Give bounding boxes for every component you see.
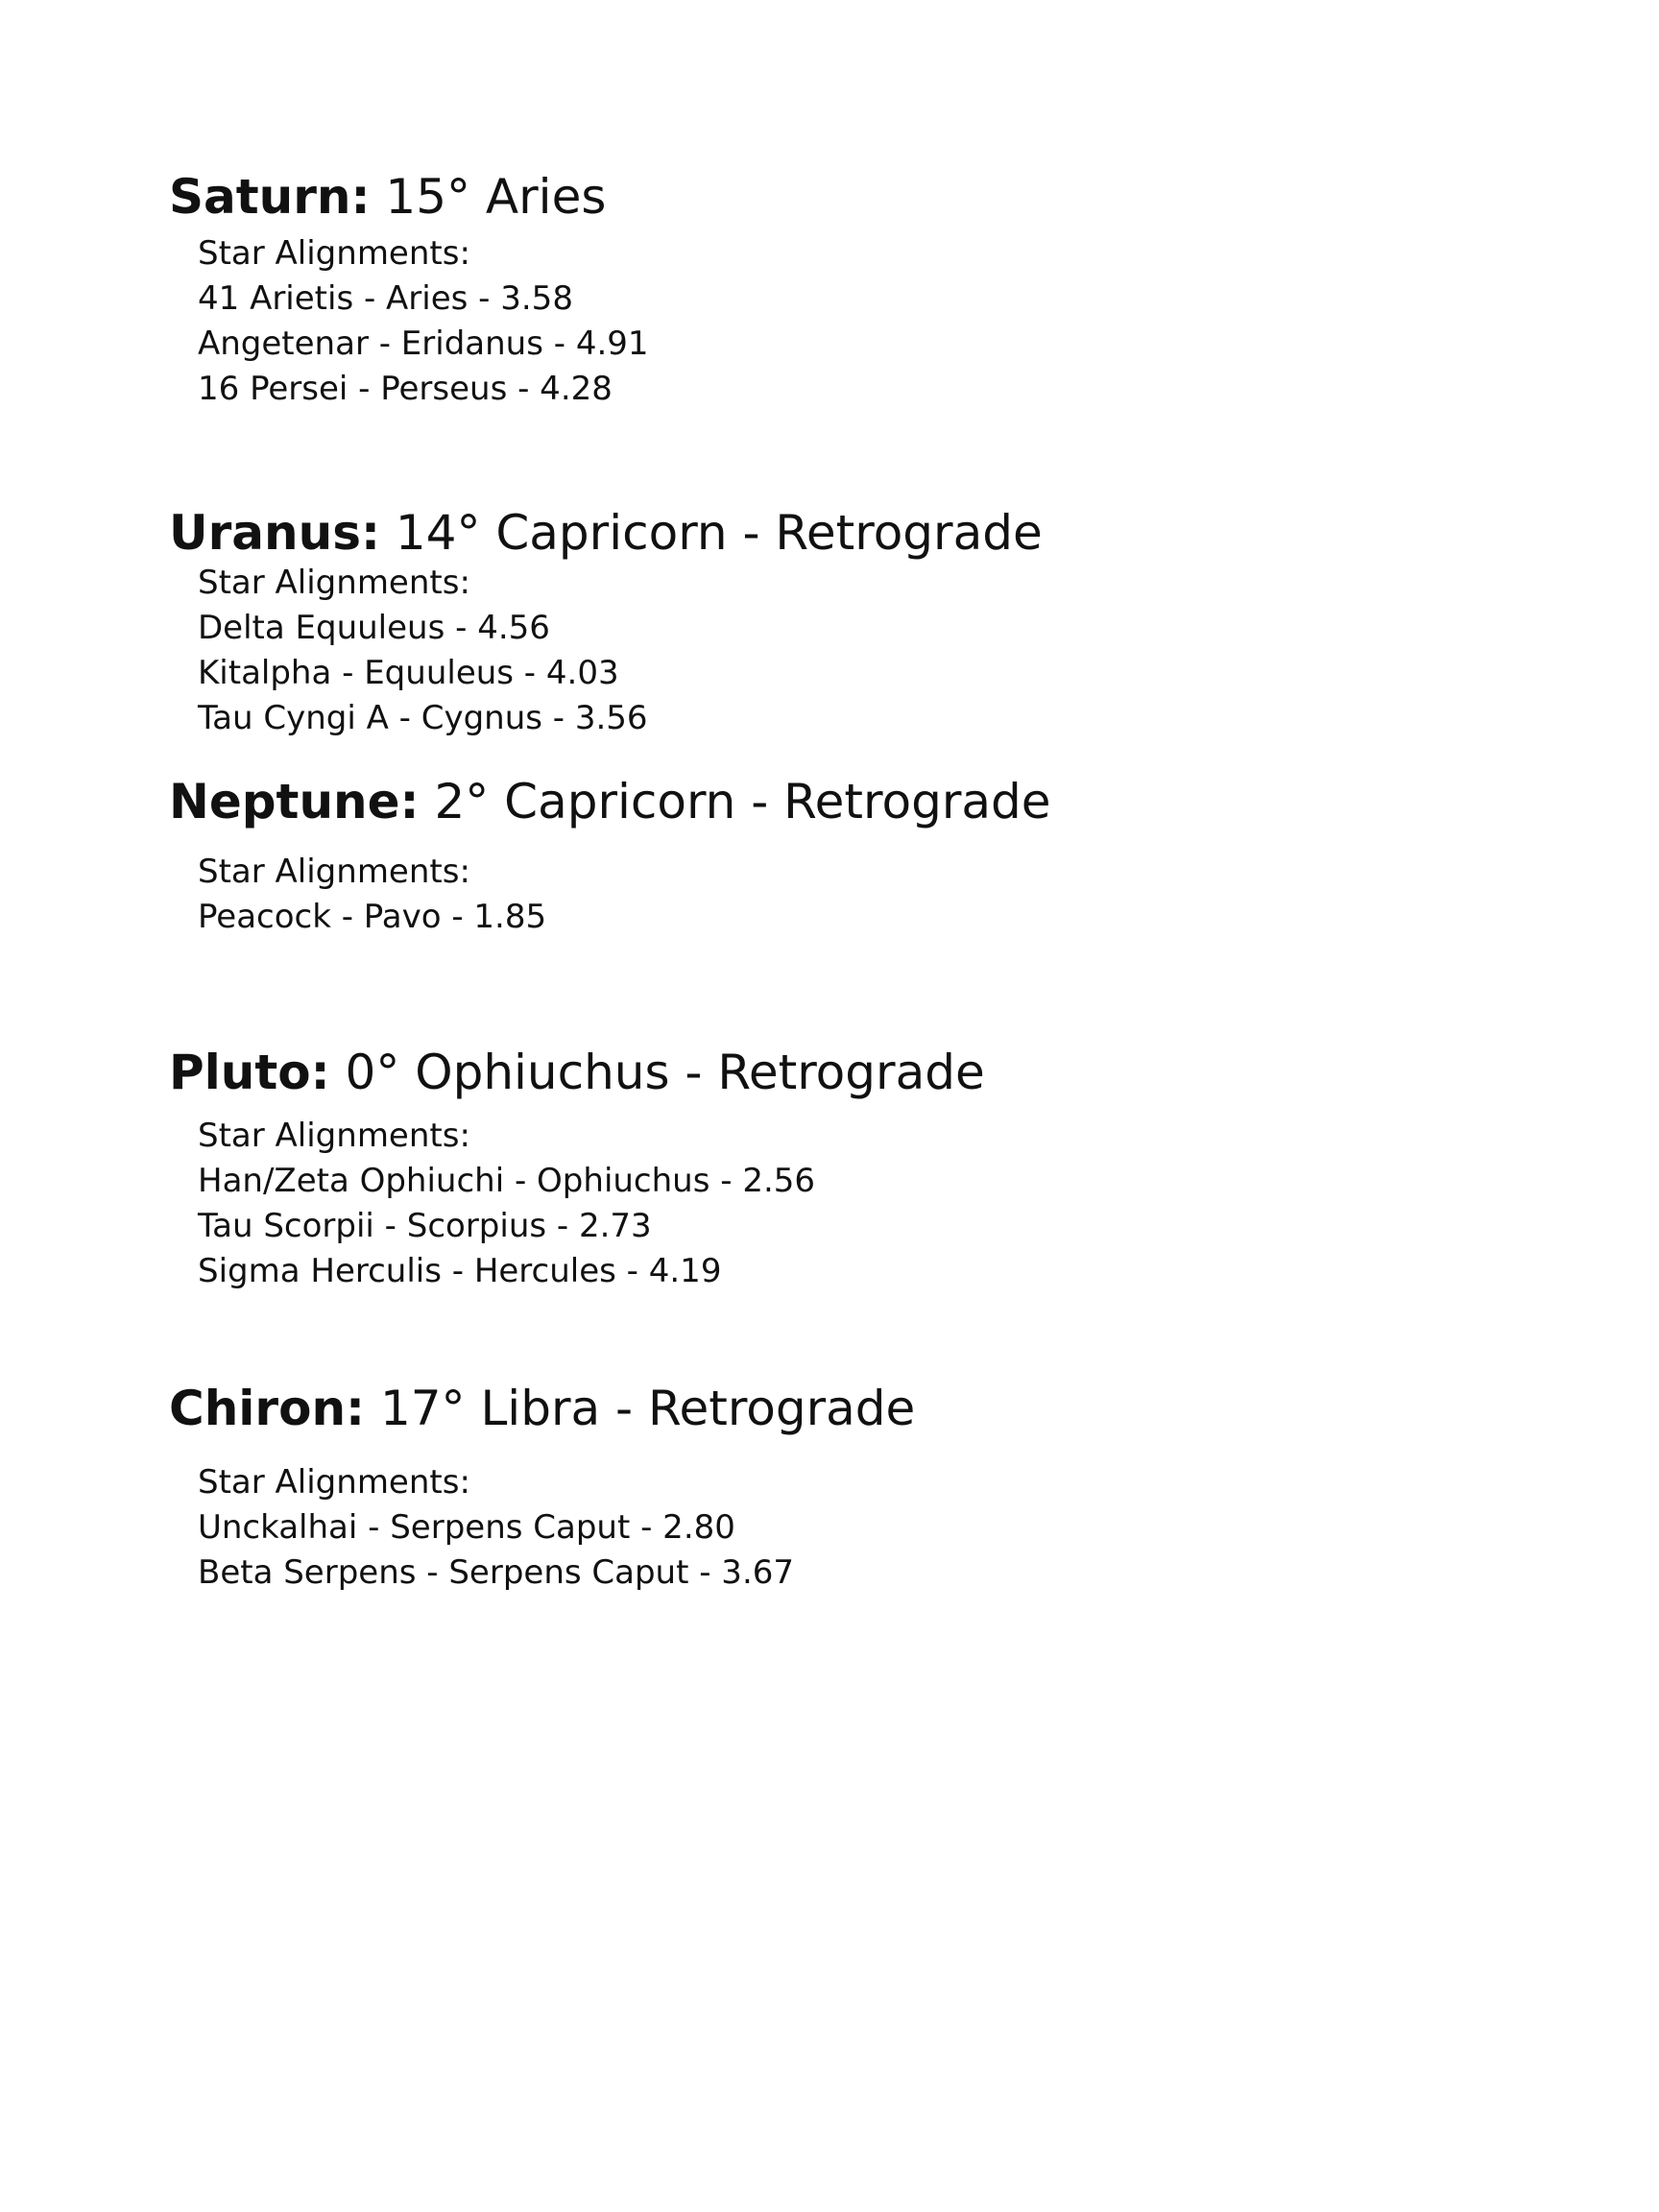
star-alignments-label: Star Alignments: — [198, 234, 470, 273]
star-alignment-item: Delta Equuleus - 4.56 — [198, 609, 550, 647]
planet-heading — [169, 1044, 1513, 1101]
star-alignment-item: Peacock - Pavo - 1.85 — [198, 898, 547, 936]
planet-name: Chiron: — [169, 1381, 366, 1436]
star-alignment-item: Kitalpha - Equuleus - 4.03 — [198, 654, 619, 692]
star-alignments-label: Star Alignments: — [198, 1117, 470, 1155]
star-alignments-label: Star Alignments: — [198, 853, 470, 891]
star-alignments-list — [198, 1460, 1513, 1596]
star-alignment-item: Tau Cyngi A - Cygnus - 3.56 — [198, 699, 648, 737]
planet-name: Uranus: — [169, 505, 380, 561]
planet-section-saturn — [169, 168, 1513, 412]
star-alignments-label: Star Alignments: — [198, 1463, 470, 1502]
star-alignments-list — [198, 1114, 1513, 1294]
planet-heading — [169, 504, 1513, 562]
planet-heading — [169, 773, 1513, 830]
star-alignments-list — [198, 561, 1513, 741]
planet-heading — [169, 168, 1513, 226]
planet-section-neptune — [169, 773, 1513, 940]
planet-heading — [169, 1380, 1513, 1437]
planet-section-uranus — [169, 504, 1513, 741]
planet-position: 14° Capricorn - Retrograde — [395, 505, 1043, 561]
planet-position: 2° Capricorn - Retrograde — [434, 774, 1051, 830]
star-alignment-item: Beta Serpens - Serpens Caput - 3.67 — [198, 1553, 795, 1592]
planet-position: 17° Libra - Retrograde — [379, 1381, 916, 1436]
star-alignments-label: Star Alignments: — [198, 564, 470, 602]
planet-position: 15° Aries — [385, 169, 607, 225]
planet-section-pluto — [169, 1044, 1513, 1294]
star-alignment-item: Angetenar - Eridanus - 4.91 — [198, 325, 649, 363]
star-alignment-item: 41 Arietis - Aries - 3.58 — [198, 279, 573, 318]
planet-name: Neptune: — [169, 774, 420, 830]
star-alignment-item: 16 Persei - Perseus - 4.28 — [198, 370, 613, 408]
star-alignments-list — [198, 231, 1513, 412]
planet-name: Saturn: — [169, 169, 371, 225]
star-alignments-list — [198, 850, 1513, 940]
planet-name: Pluto: — [169, 1045, 330, 1100]
star-alignment-item: Unckalhai - Serpens Caput - 2.80 — [198, 1508, 735, 1547]
star-alignment-item: Tau Scorpii - Scorpius - 2.73 — [198, 1207, 652, 1245]
star-alignment-item: Sigma Herculis - Hercules - 4.19 — [198, 1252, 722, 1290]
planet-position: 0° Ophiuchus - Retrograde — [345, 1045, 985, 1100]
star-alignment-item: Han/Zeta Ophiuchi - Ophiuchus - 2.56 — [198, 1162, 816, 1200]
planet-section-chiron — [169, 1380, 1513, 1596]
